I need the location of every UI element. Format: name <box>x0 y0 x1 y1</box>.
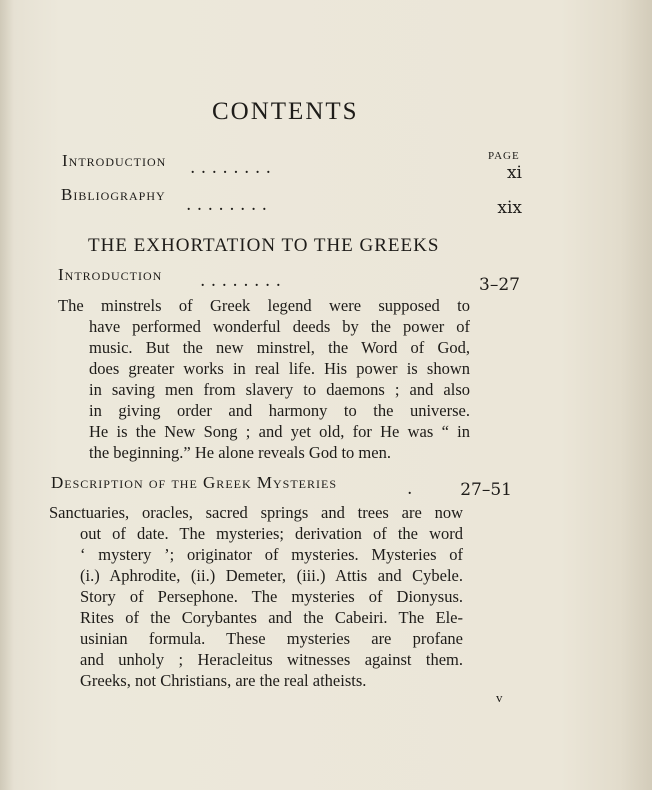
summary-line: in saving men from slavery to daemons ; and also <box>89 380 470 399</box>
leader-dots: . . . . . . . . <box>200 271 282 291</box>
entry-summary <box>49 502 463 691</box>
toc-entry-label: Bibliography <box>61 185 166 204</box>
summary-line: (i.) Aphrodite, (ii.) Demeter, (iii.) Attis and Cybele. <box>80 566 463 585</box>
leader-dots: . . . . . . . . <box>186 195 268 215</box>
summary-line: Greeks, not Christians, are the real atheists. <box>80 671 367 690</box>
summary-line: Sanctuaries, oracles, sacred springs and trees are now <box>49 503 463 522</box>
toc-entry-introduction[interactable] <box>62 151 166 171</box>
toc-entry-greek-mysteries[interactable] <box>51 473 337 493</box>
toc-page-number: xix <box>497 198 522 218</box>
toc-entry-label: Description of the Greek Mysteries <box>51 473 338 492</box>
summary-line: does greater works in real life. His power is shown <box>89 359 470 378</box>
page-column-heading: PAGE <box>488 150 520 162</box>
summary-line: Rites of the Corybantes and the Cabeiri. The Ele- <box>80 608 463 627</box>
summary-line: and unholy ; Heracleitus witnesses against them. <box>80 650 463 669</box>
page-folio: v <box>496 690 503 705</box>
summary-line: He is the New Song ; and yet old, for He was “ in <box>89 422 470 441</box>
leader-dots: . <box>407 479 413 499</box>
toc-entry-label: Introduction <box>62 151 167 170</box>
leader-dots: . . . . . . . . <box>190 158 272 178</box>
toc-entry-bibliography[interactable] <box>61 185 166 205</box>
toc-page-number: 3–27 <box>479 275 520 295</box>
summary-line: Story of Persephone. The mysteries of Dionysus. <box>80 587 463 606</box>
summary-line: ‘ mystery ’; originator of mysteries. Mysteries of <box>80 545 463 564</box>
toc-page-number: 27–51 <box>460 480 512 500</box>
summary-line: the beginning.” He alone reveals God to men. <box>89 443 391 462</box>
summary-line: The minstrels of Greek legend were supposed to <box>58 296 470 315</box>
toc-entry-label: Introduction <box>58 265 163 284</box>
section-title: THE EXHORTATION TO THE GREEKS <box>88 235 440 256</box>
toc-page-number: xi <box>506 163 522 183</box>
summary-line: have performed wonderful deeds by the power of <box>89 317 470 336</box>
summary-line: in giving order and harmony to the universe. <box>89 401 470 420</box>
summary-line: usinian formula. These mysteries are profane <box>80 629 463 648</box>
summary-line: music. But the new minstrel, the Word of God, <box>89 338 470 357</box>
page-title: CONTENTS <box>212 98 359 125</box>
entry-summary <box>58 295 470 463</box>
toc-entry-exhortation-introduction[interactable] <box>58 265 162 285</box>
summary-line: out of date. The mysteries; derivation of the word <box>80 524 463 543</box>
